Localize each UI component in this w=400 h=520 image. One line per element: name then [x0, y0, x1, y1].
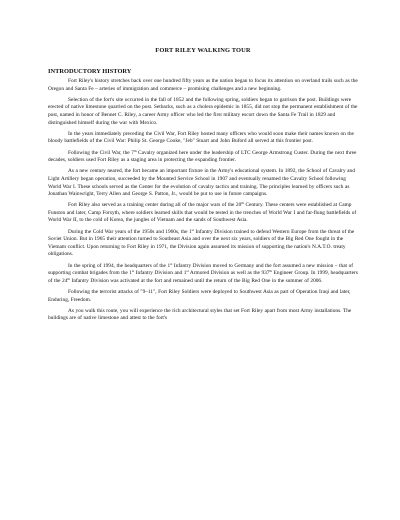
paragraph-text: Following the terrorist attacks of "9–11", Fort Riley Soldiers were deployed to Southwest Asia as part of Operation Iraqi and later, Enduring, Freedom.: [48, 289, 351, 303]
ordinal-suffix: st: [191, 227, 194, 232]
paragraph-text: In the spring of 1994, the headquarters of the 1: [68, 262, 171, 269]
paragraph: [48, 168, 358, 198]
paragraph-text: Infantry Division trained to defend Western Europe from the threat of the Soviet Union. But in 1965 their attention turned to Southeast Asia and over the next six years, soldiers of the Big Red One fought in the Vietnam conflict. Upon returning to Fort Riley in 1971, the Division again assumed its mission of supporting the nation's N.A.T.O. treaty obligations.: [48, 228, 355, 258]
ordinal-suffix: st: [170, 261, 173, 266]
paragraph-text: Selection of the fort's site occurred in the fall of 1852 and the following spring, soldiers began to garrison the post. Buildings were erected of native limestone quarried on the post. Setbacks, such as a cholera epidemic in 1855, did not stop the permanent establishment of the post, named in honor of Bennet C. Riley, a career Army officer who led the first military escort down the Santa Fe Trail in 1829 and distinguished himself during the war with Mexico.: [48, 96, 358, 126]
paragraph-text: Infantry Division was activated at the fort and remained until the return of the Big Red One in the summer of 2006.: [70, 277, 323, 284]
paragraph: [48, 202, 358, 225]
ordinal-suffix: th: [67, 276, 71, 281]
paragraph: [48, 78, 358, 93]
ordinal-suffix: st: [131, 269, 135, 274]
paragraph-text: During the Cold War years of the 1950s and 1960s, the 1: [68, 228, 192, 235]
paragraph-text: As you walk this route, you will experience the rich architectural styles that set Fort Riley apart from most Army installations. The buildings are of native limestone and attest to the fort's: [48, 307, 352, 322]
paragraph-text: In the years immediately preceding the Civil War, Fort Riley hosted many officers who would soon make their names known on the bloody battlefields of the Civil War: Philip St. George Cooke, "Jeb" Stuart and John Buford all served at this frontier post.: [48, 130, 354, 145]
document-title: FORT RILEY WALKING TOUR: [155, 47, 251, 54]
paragraph: [48, 289, 358, 304]
paragraph-text: Infantry Division moved to Germany and the fort assumed a new mission – that of supporting combat brigades from the 1: [48, 262, 354, 277]
paragraph: [48, 229, 358, 259]
paragraph-text: Fort Riley also served as a training center during all of the major wars of the 20: [68, 202, 242, 209]
paragraph: [48, 131, 358, 146]
paragraph-text: Armored Division as well as the 937: [188, 270, 270, 277]
document-body: [48, 78, 358, 323]
ordinal-suffix: st: [186, 269, 189, 274]
paragraph-text: Century. These centers were established at Camp Funston and later, Camp Forsyth, where soldiers learned skills that would be tested in the trenches of World War I and far-flung battlefields of World War II, to the cold of Korea, the jungles of Vietnam and the sands of Southwest Asia.: [48, 202, 357, 224]
paragraph-text: Cavalry organized here under the leadership of LTC George Armstrong Custer. During the next three decades, soldiers used Fort Riley as a staging area in protecting the expanding frontier.: [48, 149, 357, 164]
paragraph: [48, 263, 358, 286]
ordinal-suffix: th: [241, 201, 244, 206]
paragraph-text: Fort Riley's history stretches back over one hundred fifty years as the nation began to focus its attention on overland trails such as the Oregon and Santa Fe – arteries of immigration and commerce – promising challenges and a new beginning.: [48, 78, 358, 92]
paragraph-text: Following the Civil War, the 7: [68, 149, 134, 156]
ordinal-suffix: th: [133, 148, 137, 153]
paragraph: [48, 97, 358, 127]
paragraph-text: Infantry Division and 1: [134, 270, 187, 277]
section-heading: INTRODUCTORY HISTORY: [48, 68, 132, 75]
ordinal-suffix: th: [269, 269, 273, 274]
paragraph-text: As a new century neared, the fort became an important fixture in the Army's educational system. In 1892, the School of Cavalry and Light Artillery began operation, succeeded by the Mounted Service School in 1907 and eventually renamed the Cavalry School following World War I. These schools served as the Center for the evolution of cavalry tactics and training. The principles learned by officers such as Jonathan Wainwright, Terry Allen and George S. Patton, Jr., would be put to use in future campaigns.: [48, 168, 355, 198]
paragraph: [48, 150, 358, 165]
paragraph-text: Engineer Group. In 1999, headquarters of the 24: [48, 270, 358, 284]
paragraph: [48, 308, 358, 323]
